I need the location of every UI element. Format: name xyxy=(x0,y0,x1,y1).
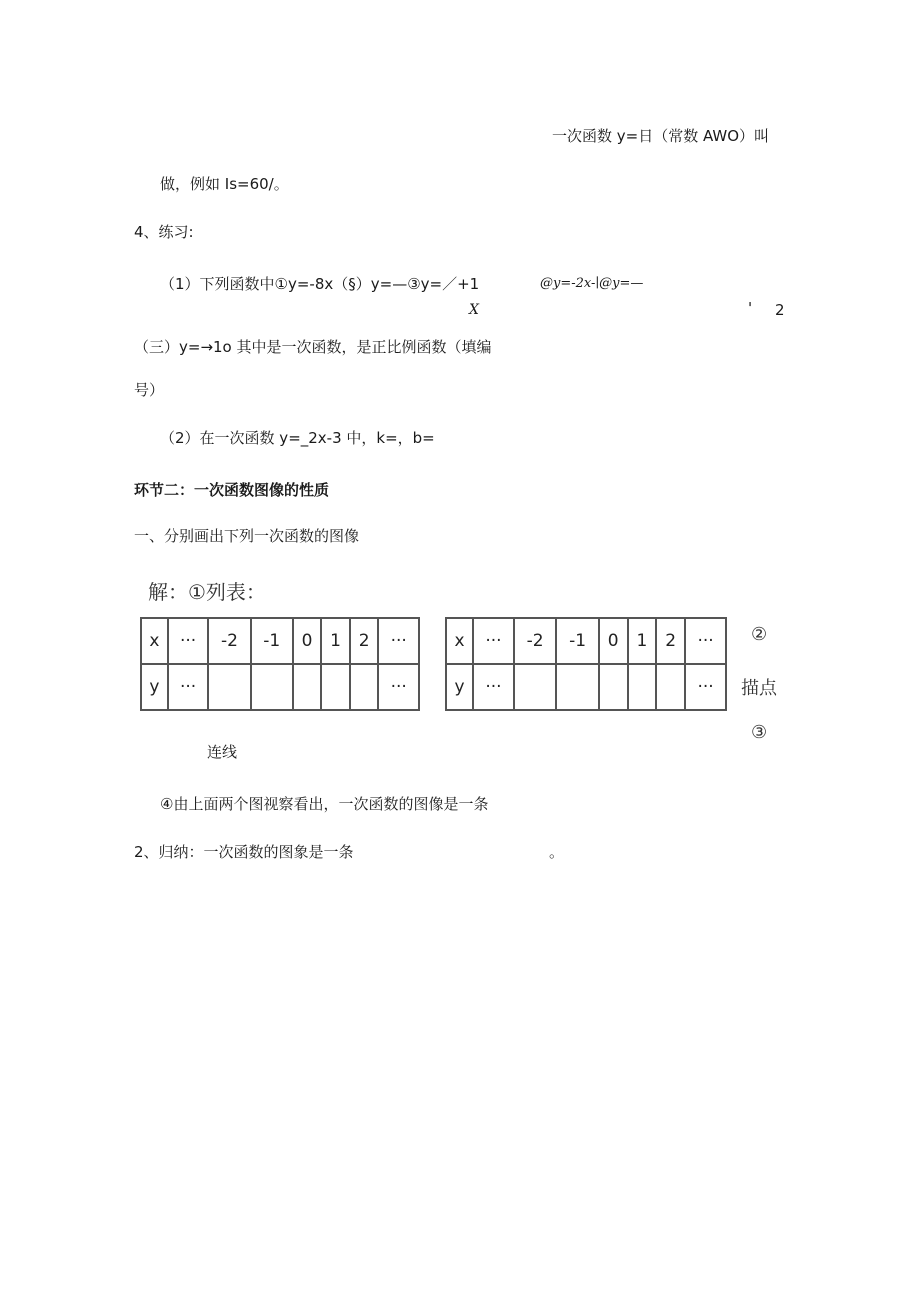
part-one-heading: 一、分别画出下列一次函数的图像 xyxy=(134,527,360,545)
table-cell: -1 xyxy=(251,618,293,664)
question1-part-d: 号） xyxy=(134,381,165,399)
table-cell xyxy=(556,664,598,710)
table-cell: ··· xyxy=(685,618,726,664)
question1-fraction-x: X xyxy=(469,302,479,318)
section-heading: 环节二：一次函数图像的性质 xyxy=(134,481,330,499)
table-cell: x xyxy=(446,618,473,664)
table-cell: ··· xyxy=(473,618,514,664)
table-cell xyxy=(293,664,322,710)
solution-label: 解：①列表： xyxy=(148,580,266,604)
step-three-marker: ③ xyxy=(751,722,768,743)
table-cell: y xyxy=(446,664,473,710)
question1-part-c: （三）y=→1o 其中是一次函数，是正比例函数（填编 xyxy=(134,338,492,356)
table-cell xyxy=(208,664,250,710)
step-four-text: ④由上面两个图视察看出，一次函数的图像是一条 xyxy=(160,795,489,813)
table-cell: 0 xyxy=(293,618,322,664)
table-cell: ··· xyxy=(378,664,419,710)
table-cell xyxy=(514,664,556,710)
table-cell: ··· xyxy=(473,664,514,710)
table-cell: y xyxy=(141,664,168,710)
table-cell xyxy=(350,664,379,710)
summary-end: 。 xyxy=(549,843,565,861)
table-cell xyxy=(628,664,657,710)
step-two-label: 描点 xyxy=(741,678,777,699)
table-cell: 1 xyxy=(628,618,657,664)
table-cell: -2 xyxy=(514,618,556,664)
table-cell: 0 xyxy=(599,618,628,664)
question1-prime-mark: ' xyxy=(748,299,753,317)
table-cell: 1 xyxy=(321,618,350,664)
table-row-y xyxy=(141,664,419,710)
table-cell xyxy=(599,664,628,710)
table-cell: 2 xyxy=(350,618,379,664)
table-row-y xyxy=(446,664,726,710)
table-cell xyxy=(321,664,350,710)
table-cell: ··· xyxy=(685,664,726,710)
table-row-x xyxy=(446,618,726,664)
practice-heading: 4、练习: xyxy=(134,223,194,241)
table-cell: ··· xyxy=(168,618,209,664)
table-cell: x xyxy=(141,618,168,664)
table-cell: ··· xyxy=(168,664,209,710)
table-cell: ··· xyxy=(378,618,419,664)
connect-label: 连线 xyxy=(207,743,238,761)
summary-text: 2、归纳：一次函数的图象是一条 xyxy=(134,843,354,861)
table-cell xyxy=(656,664,685,710)
question1-number-two: 2 xyxy=(775,301,785,319)
table-cell: -1 xyxy=(556,618,598,664)
value-table-right xyxy=(445,617,727,711)
table-row-x xyxy=(141,618,419,664)
definition-line-end: 一次函数 y=日（常数 AWO）叫 xyxy=(552,127,770,145)
value-table-left xyxy=(140,617,420,711)
question2: （2）在一次函数 y=_2x-3 中，k=，b= xyxy=(160,429,435,447)
table-cell xyxy=(251,664,293,710)
table-cell: -2 xyxy=(208,618,250,664)
question1-part-b: @y=-2x-∣@y=— xyxy=(540,276,644,291)
definition-continuation: 做，例如 Is=60/。 xyxy=(160,175,289,193)
question1-part-a: （1）下列函数中①y=-8x（§）y=—③y=／+1 xyxy=(160,275,480,293)
step-two-marker: ② xyxy=(751,624,768,645)
table-cell: 2 xyxy=(656,618,685,664)
